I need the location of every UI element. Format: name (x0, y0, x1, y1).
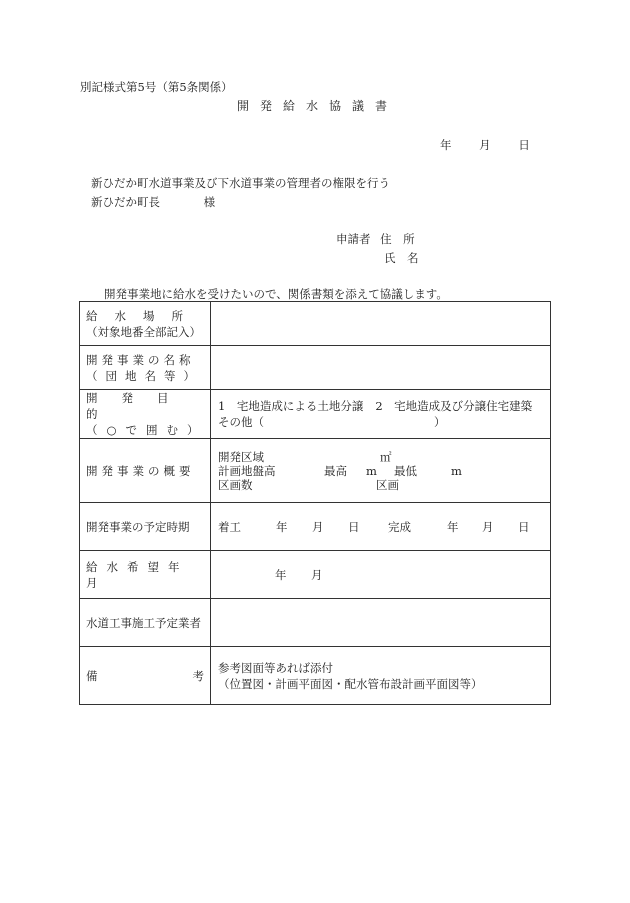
overview-ground-label: 計画地盤高 (218, 463, 276, 478)
project-name-sublabel: （団地名等） (86, 368, 203, 383)
contractor-value-cell[interactable] (211, 599, 551, 647)
overview-max-label: 最高 (324, 463, 347, 478)
purpose-option-other[interactable]: その他（ (218, 415, 264, 429)
form-number: 別記様式第5号（第5条関係） (80, 80, 233, 94)
supply-date-year: 年 (275, 567, 287, 582)
supply-date-label: 給水希望年月 (86, 559, 189, 590)
overview-min-label: 最低 (394, 463, 417, 478)
schedule-finish-day: 日 (518, 519, 530, 534)
supply-date-value-cell[interactable] (211, 551, 551, 599)
row-remarks (80, 647, 551, 705)
addressee-suffix: 様 (203, 195, 216, 209)
intro-text: 開発事業地に給水を受けたいので、関係書類を添えて協議します。 (104, 287, 448, 301)
row-location (80, 302, 551, 346)
remarks-label-cell (80, 647, 211, 705)
schedule-start-month: 月 (312, 519, 324, 534)
remarks-line2: （位置図・計画平面図・配水管布設計画平面図等） (218, 676, 483, 691)
overview-lots-unit: 区画 (376, 477, 399, 492)
overview-label-cell (80, 439, 211, 503)
remarks-value-cell[interactable] (211, 647, 551, 705)
purpose-option-2[interactable]: 2 宅地造成及び分譲住宅建築 (375, 399, 533, 413)
row-overview (80, 439, 551, 503)
remarks-label-right: 考 (192, 668, 204, 683)
schedule-start-year: 年 (276, 519, 288, 534)
purpose-option-1[interactable]: 1 宅地造成による土地分譲 (218, 399, 364, 413)
row-purpose (80, 390, 551, 439)
purpose-value-cell[interactable] (211, 390, 551, 439)
project-name-label-cell (80, 346, 211, 390)
remarks-label-left: 備 (86, 668, 98, 683)
overview-area-label: 開発区域 (218, 449, 264, 464)
project-name-value-cell[interactable] (211, 346, 551, 390)
schedule-start-label: 着工 (218, 519, 241, 534)
purpose-label-cell (80, 390, 211, 439)
document-title: 開発給水協議書 (237, 99, 399, 113)
overview-ground-line (218, 464, 544, 478)
purpose-option-other-close: ） (434, 415, 446, 429)
date-day-label: 日 (518, 138, 530, 152)
purpose-label: 開発目的 (86, 391, 193, 421)
contractor-label: 水道工事施工予定業者 (86, 615, 201, 630)
schedule-finish-month: 月 (482, 519, 494, 534)
addressee-line1: 新ひだか町水道事業及び下水道事業の管理者の権限を行う (91, 176, 390, 190)
applicant-address-label: 住 所 (380, 232, 415, 246)
overview-area-line (218, 450, 544, 464)
applicant-label: 申請者 (336, 232, 371, 246)
schedule-value-cell[interactable] (211, 503, 551, 551)
schedule-finish-label: 完成 (388, 519, 411, 534)
purpose-sublabel: （○で囲む） (86, 423, 208, 437)
row-project-name (80, 346, 551, 390)
row-contractor (80, 599, 551, 647)
overview-min-unit: m (451, 463, 462, 478)
overview-max-unit: m (366, 463, 377, 478)
remarks-line1: 参考図面等あれば添付 (218, 660, 333, 675)
location-label-cell (80, 302, 211, 346)
location-value-cell[interactable] (211, 302, 551, 346)
addressee-line2 (91, 194, 215, 210)
location-label: 給水場所 (86, 308, 200, 323)
supply-date-month: 月 (311, 567, 323, 582)
date-month-label: 月 (479, 138, 491, 152)
overview-value-cell[interactable] (211, 439, 551, 503)
applicant-block (336, 231, 415, 247)
date-line (440, 137, 530, 153)
applicant-name-label: 氏 名 (384, 251, 419, 265)
overview-label: 開発事業の概要 (86, 463, 195, 478)
location-sublabel: （対象地番全部記入） (86, 324, 201, 339)
application-form-table (79, 301, 551, 705)
overview-area-unit: ㎡ (380, 449, 392, 464)
row-supply-date (80, 551, 551, 599)
addressee-name: 新ひだか町長 (91, 195, 160, 209)
overview-lots-label: 区画数 (218, 477, 253, 492)
supply-date-label-cell (80, 551, 211, 599)
schedule-finish-year: 年 (447, 519, 459, 534)
date-year-label: 年 (440, 138, 452, 152)
schedule-start-day: 日 (348, 519, 360, 534)
overview-lots-line (218, 478, 544, 492)
row-schedule (80, 503, 551, 551)
schedule-label: 開発事業の予定時期 (86, 519, 190, 534)
schedule-label-cell (80, 503, 211, 551)
contractor-label-cell (80, 599, 211, 647)
project-name-label: 開発事業の名称 (86, 352, 195, 367)
